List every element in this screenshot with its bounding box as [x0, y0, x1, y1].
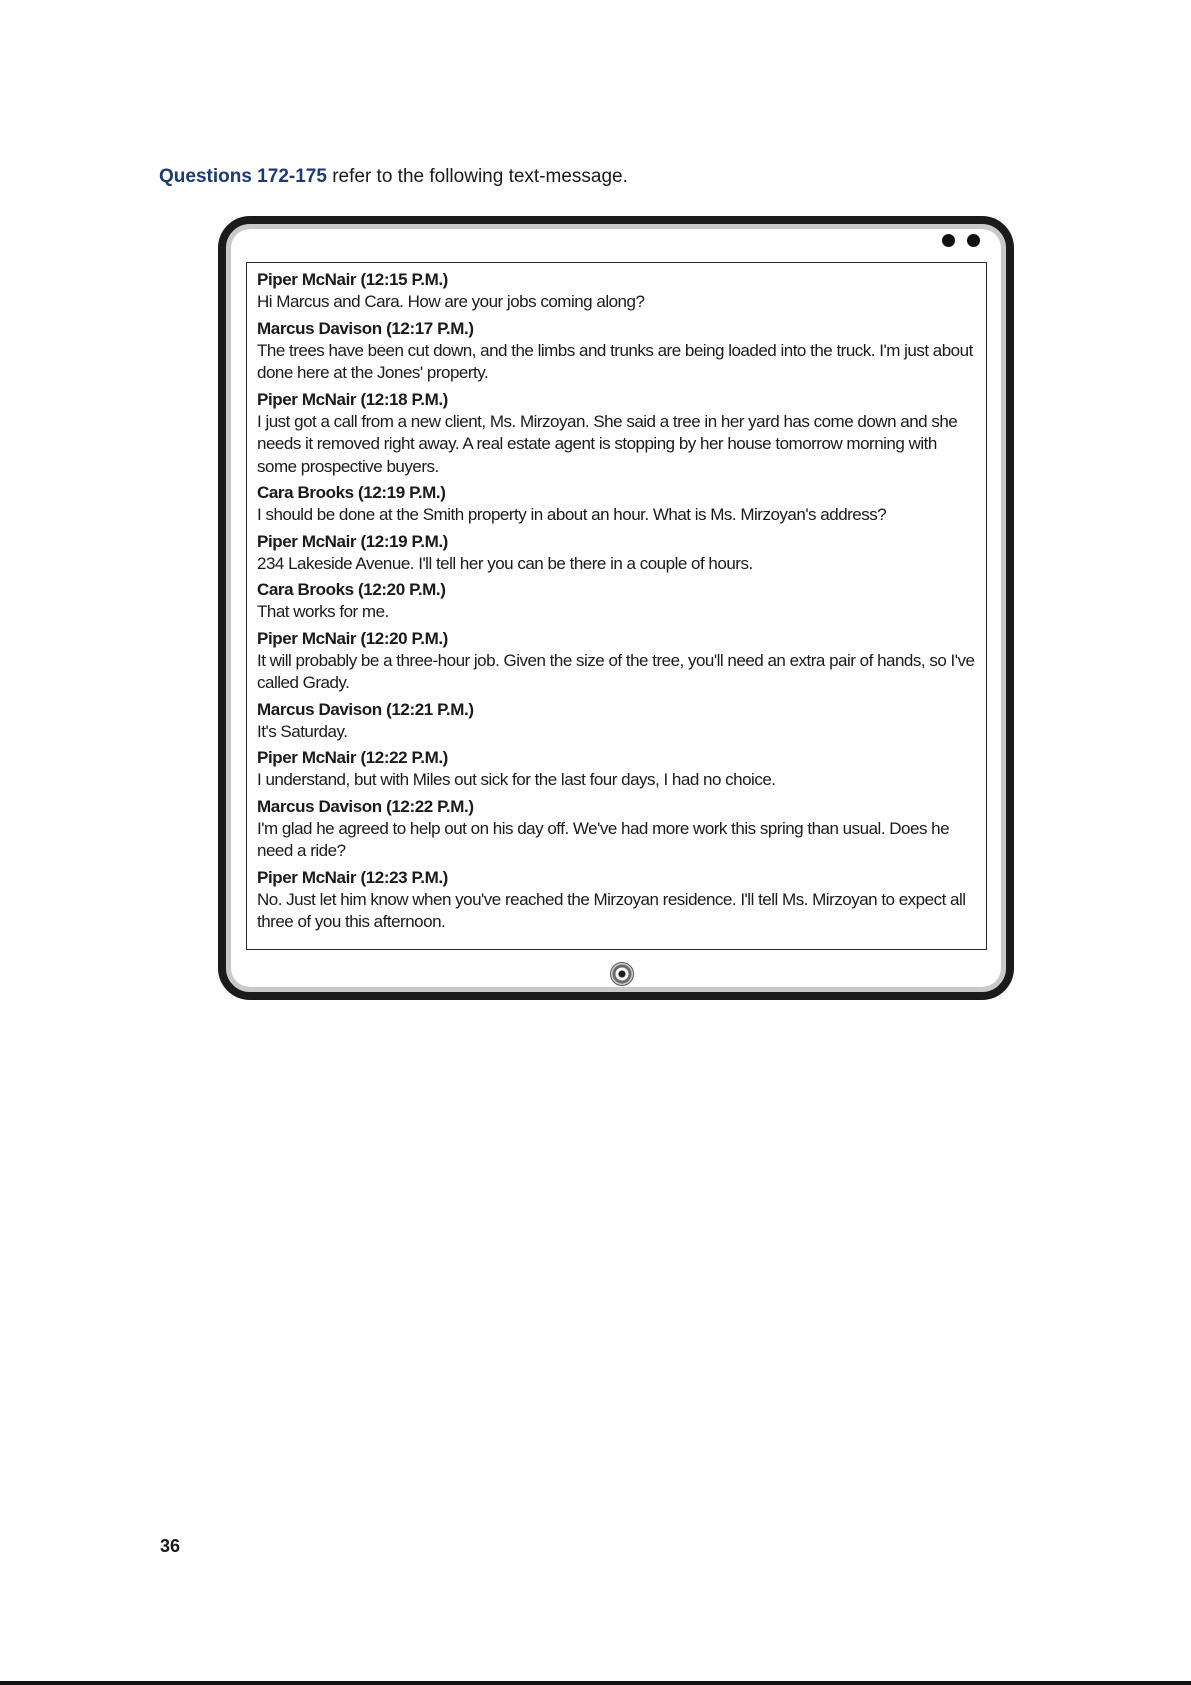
message-item — [257, 531, 978, 576]
message-sender: Marcus Davison (12:22 P.M.) — [257, 796, 474, 816]
message-sender: Cara Brooks (12:20 P.M.) — [257, 580, 446, 599]
page-number: 36 — [160, 1536, 181, 1556]
message-text: I'm glad he agreed to help out on his day off. We've had more work this spring than usual. Does he need a ride? — [257, 818, 950, 860]
camera-dots — [942, 234, 980, 247]
message-sender: Piper McNair (12:22 P.M.) — [257, 748, 448, 767]
message-item — [257, 318, 978, 385]
message-sender: Marcus Davison (12:17 P.M.) — [257, 318, 474, 338]
message-sender: Piper McNair (12:23 P.M.) — [257, 867, 448, 887]
message-text: 234 Lakeside Avenue. I'll tell her you can be there in a couple of hours. — [257, 553, 753, 573]
message-text: It will probably be a three-hour job. Given the size of the tree, you'll need an extra pair of hands, so I've called Grady. — [257, 650, 975, 692]
message-item — [257, 867, 978, 934]
message-text: Hi Marcus and Cara. How are your jobs coming along? — [257, 292, 645, 311]
home-button-icon — [610, 962, 634, 986]
question-instruction-text: refer to the following text-message. — [332, 166, 628, 187]
sensor-dot-icon — [967, 234, 980, 247]
message-sender: Piper McNair (12:15 P.M.) — [257, 270, 448, 289]
camera-dot-icon — [942, 234, 955, 247]
message-text: That works for me. — [257, 602, 389, 621]
message-text: The trees have been cut down, and the limbs and trunks are being loaded into the truck. I'm just about done here at the Jones' property. — [257, 340, 973, 382]
message-sender: Piper McNair (12:18 P.M.) — [257, 389, 448, 409]
tablet-frame — [218, 216, 1014, 1000]
message-sender: Piper McNair (12:19 P.M.) — [257, 531, 448, 551]
message-screen — [246, 262, 987, 950]
message-text: No. Just let him know when you've reached the Mirzoyan residence. I'll tell Ms. Mirzoyan to expect all three of you this afternoon. — [257, 889, 966, 931]
message-item — [257, 269, 978, 314]
message-text: It's Saturday. — [257, 721, 348, 741]
question-instruction — [159, 166, 628, 188]
message-text: I should be done at the Smith property in about an hour. What is Ms. Mirzoyan's address? — [257, 505, 887, 524]
message-sender: Piper McNair (12:20 P.M.) — [257, 628, 448, 648]
message-item — [257, 796, 978, 863]
message-text: I just got a call from a new client, Ms. Mirzoyan. She said a tree in her yard has come down and she needs it removed right away. A real estate agent is stopping by her house tomorrow morning with some prospective buyers. — [257, 411, 958, 476]
message-sender: Marcus Davison (12:21 P.M.) — [257, 699, 474, 719]
page-bottom-edge — [0, 1681, 1191, 1685]
message-text: I understand, but with Miles out sick for the last four days, I had no choice. — [257, 770, 776, 789]
message-item — [257, 628, 978, 695]
message-item — [257, 482, 978, 527]
message-item — [257, 699, 978, 744]
message-sender: Cara Brooks (12:19 P.M.) — [257, 483, 446, 502]
question-number-label: Questions 172-175 — [159, 166, 327, 187]
message-item — [257, 389, 978, 479]
message-item — [257, 579, 978, 624]
message-item — [257, 747, 978, 792]
